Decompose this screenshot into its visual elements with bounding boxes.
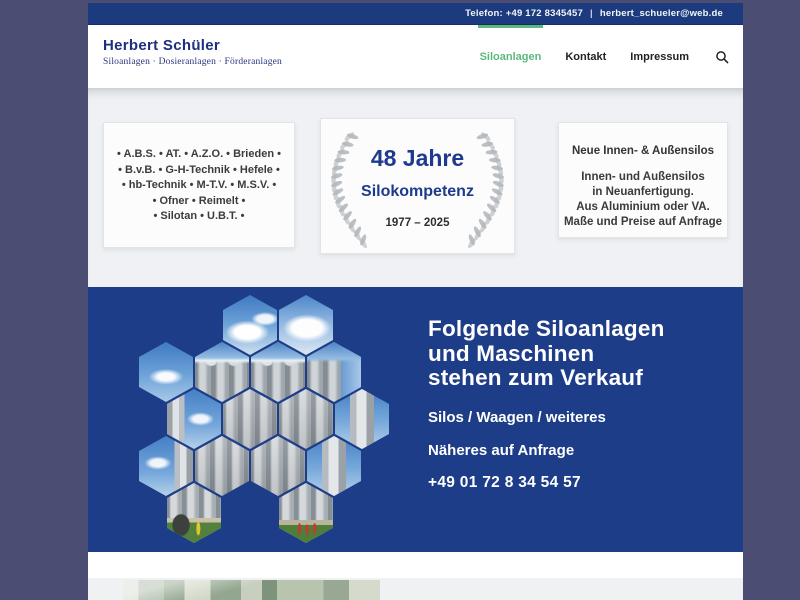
collage-hexagon [307, 436, 361, 496]
next-section-strip [88, 578, 743, 600]
nav-item-siloanlagen[interactable]: Siloanlagen [480, 25, 542, 88]
silo-hexagon-collage [128, 292, 390, 544]
brand-list-card [103, 122, 295, 248]
collage-hexagon [223, 295, 277, 355]
collage-hexagon [195, 342, 249, 402]
collage-hexagon [167, 483, 221, 543]
collage-hexagon [307, 342, 361, 402]
brand-list-line: • hb-Technik • M-T.V. • M.S.V. • [121, 179, 277, 191]
anniversary-years-heading: 48 Jahre [370, 145, 465, 171]
topbar-separator: | [589, 8, 593, 19]
nav-item-impressum[interactable]: Impressum [630, 50, 689, 63]
anniversary-card [320, 118, 515, 254]
collage-hexagon [139, 436, 193, 496]
collage-hexagon [139, 342, 193, 402]
laurel-wreath-left-icon [325, 125, 381, 249]
website-page [88, 3, 743, 600]
offer-line: in Neuanfertigung. [592, 186, 694, 198]
logo-title: Herbert Schüler [103, 37, 221, 54]
hero-heading: Folgende Siloanlagen und Maschinen stehen zum Verkauf [428, 316, 665, 390]
hero-text-block [428, 317, 665, 492]
site-header [88, 25, 743, 88]
brand-list-line: • B.v.B. • G-H-Technik • Hefele • [118, 163, 280, 176]
hero-section [88, 287, 743, 552]
collage-hexagon [195, 436, 249, 496]
info-cards-section [88, 88, 743, 287]
topbar-phone: Telefon: +49 172 8345457 [465, 8, 583, 19]
brand-list-line: • Silotan • U.B.T. • [153, 210, 245, 222]
collage-hexagon [167, 389, 221, 449]
collage-hexagon [279, 389, 333, 449]
topbar-email-link[interactable]: herbert_schueler@web.de [599, 8, 723, 19]
brand-list-line: • Ofner • Reimelt • [152, 194, 246, 207]
brand-list-line: • A.B.S. • AT. • A.Z.O. • Brieden • [117, 148, 281, 160]
main-nav [480, 25, 743, 88]
new-silos-card [558, 122, 728, 238]
logo-subtitle: Siloanlagen · Dosieranlagen · Förderanlagen [103, 57, 283, 67]
site-logo[interactable] [88, 25, 282, 88]
offer-lines [559, 170, 727, 230]
collage-hexagon [279, 295, 333, 355]
hero-items-line: Silos / Waagen / weiteres [428, 408, 606, 426]
anniversary-subtitle: Silokompetenz [361, 183, 474, 200]
search-button[interactable] [715, 25, 729, 88]
collage-hexagon [279, 483, 333, 543]
collage-hexagon [335, 389, 389, 449]
collage-hexagon [251, 342, 305, 402]
offer-line: Aus Aluminium oder VA. [576, 201, 710, 213]
offer-line: Innen- und Außensilos [581, 171, 705, 183]
contact-topbar [88, 3, 743, 25]
nav-item-kontakt[interactable]: Kontakt [565, 50, 607, 63]
search-icon [715, 50, 729, 64]
collage-hexagon [223, 389, 277, 449]
collage-hexagon [251, 436, 305, 496]
offer-title: Neue Innen- & Außensilos [571, 145, 715, 157]
white-spacer-band [88, 552, 743, 578]
anniversary-year-range: 1977 – 2025 [385, 217, 450, 229]
hero-note-line: Näheres auf Anfrage [428, 441, 575, 459]
laurel-wreath-right-icon [454, 125, 510, 249]
hero-phone-number: +49 01 72 8 34 54 57 [428, 473, 581, 491]
offer-line: Maße und Preise auf Anfrage [563, 216, 723, 228]
silo-photo-thumbnail [123, 580, 380, 600]
